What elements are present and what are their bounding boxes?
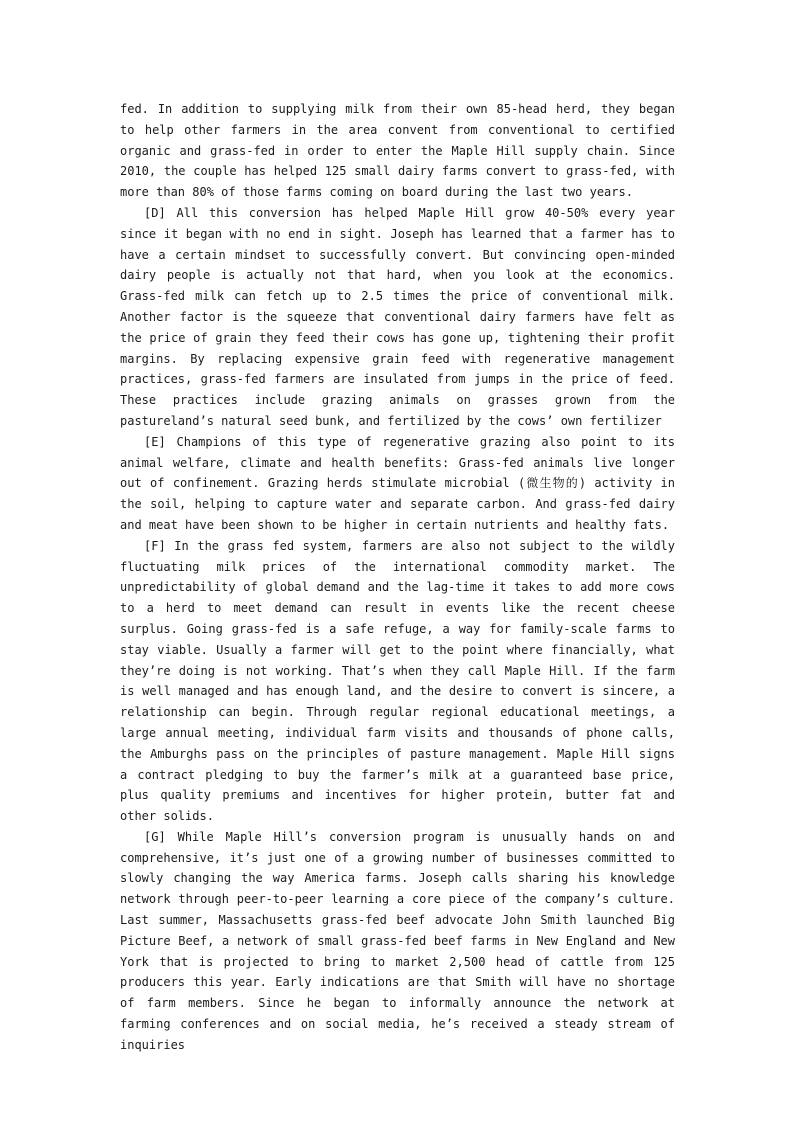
paragraph-d: [D] All this conversion has helped Maple Hill grow 40-50% every year since it began with no end in sight. Joseph has learned that a farmer has to have a certain mindset to successfully convert. But convincing open-minded dairy people is actually not that hard, when you look at the economics. Grass-fed milk can fetch up to 2.5 times the price of conventional milk. Another factor is the squeeze that conventional dairy farmers have felt as the price of grain they feed their cows has gone up, tightening their profit margins. By replacing expensive grain feed with regenerative management practices, grass-fed farmers are insulated from jumps in the price of feed. These practices include grazing animals on grasses grown from the pastureland’s natural seed bunk, and fertilized by the cows’ own fertilizer <box>120 205 675 428</box>
document-page <box>120 99 675 1056</box>
paragraph-f: [F] In the grass fed system, farmers are also not subject to the wildly fluctuating milk prices of the international commodity market. The unpredictability of global demand and the lag-time it takes to add more cows to a herd to meet demand can result in events like the recent cheese surplus. Going grass-fed is a safe refuge, a way for family-scale farms to stay viable. Usually a farmer will get to the point where financially, what they’re doing is not working. That’s when they call Maple Hill. If the farm is well managed and has enough land, and the desire to convert is sincere, a relationship can begin. Through regular regional educational meetings, a large annual meeting, individual farm visits and thousands of phone calls, the Amburghs pass on the principles of pasture management. Maple Hill signs a contract pledging to buy the farmer’s milk at a guaranteed base price, plus quality premiums and incentives for higher protein, butter fat and other solids. <box>120 538 675 824</box>
paragraph-c-continued: fed. In addition to supplying milk from their own 85-head herd, they began to help other farmers in the area convent from conventional to certified organic and grass-fed in order to enter the Maple Hill supply chain. Since 2010, the couple has helped 125 small dairy farms convert to grass-fed, with more than 80% of those farms coming on board during the last two years. <box>120 102 675 200</box>
paragraph-g: [G] While Maple Hill’s conversion program is unusually hands on and comprehensive, it’s just one of a growing number of businesses committed to slowly changing the way America farms. Joseph calls sharing his knowledge network through peer-to-peer learning a core piece of the company’s culture. Last summer, Massachusetts grass-fed beef advocate John Smith launched Big Picture Beef, a network of small grass-fed beef farms in New England and New York that is projected to bring to market 2,500 head of cattle from 125 producers this year. Early indications are that Smith will have no shortage of farm members. Since he began to informally announce the network at farming conferences and on social media, he’s received a steady stream of inquiries <box>120 829 675 1052</box>
paragraph-e: [E] Champions of this type of regenerative grazing also point to its animal welfare, climate and health benefits: Grass-fed animals live longer out of confinement. Grazing herds stimulate microbial (微生物的) activity in the soil, helping to capture water and separate carbon. And grass-fed dairy and meat have been shown to be higher in certain nutrients and healthy fats. <box>120 434 675 532</box>
